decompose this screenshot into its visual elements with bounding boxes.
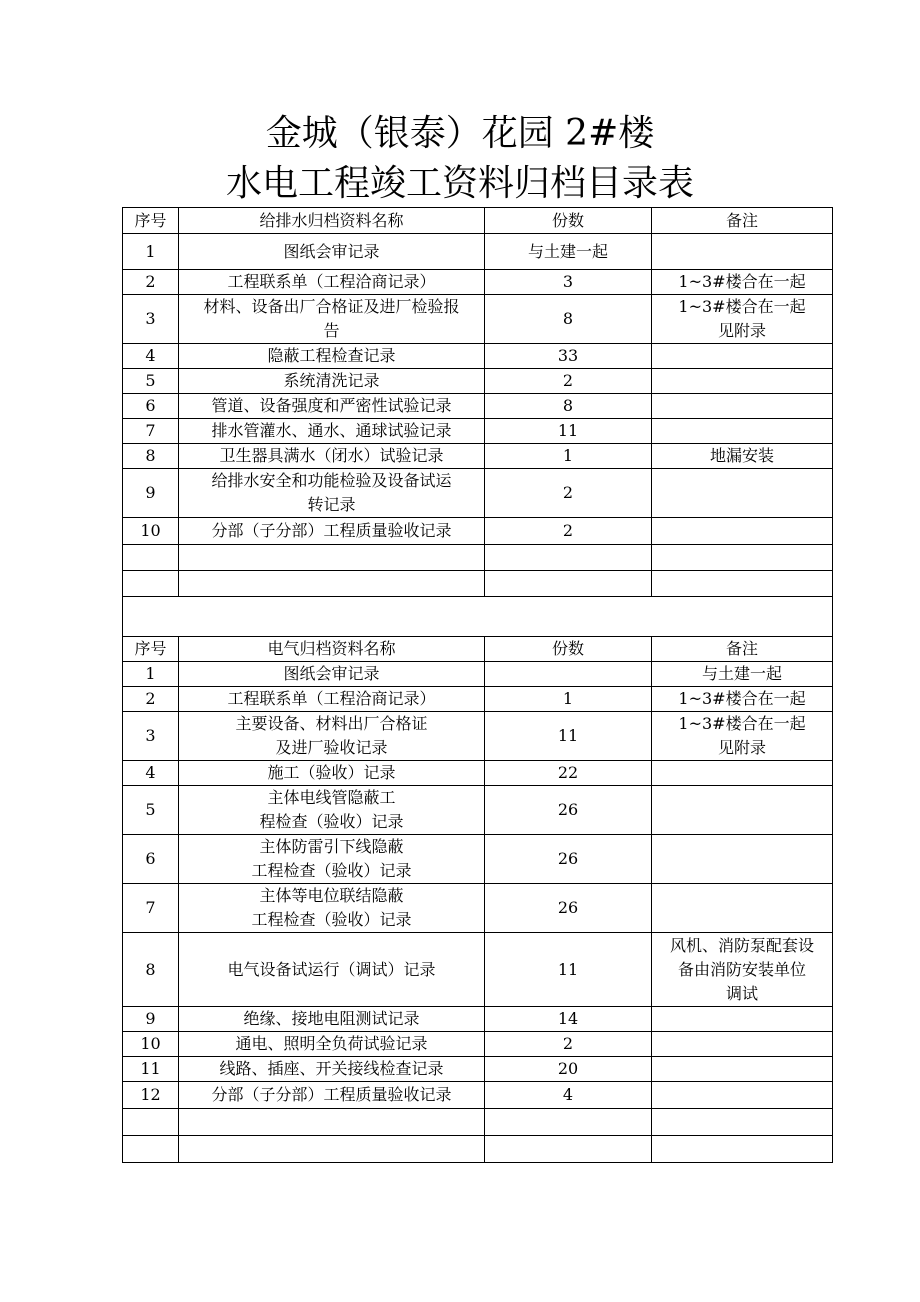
document-title: 金城（银泰）花园 2#楼: [265, 113, 655, 154]
item-note: [652, 344, 833, 369]
header-note: 备注: [652, 637, 833, 662]
item-copies: 26: [485, 786, 652, 835]
item-note: [652, 1057, 833, 1082]
item-name: [179, 469, 485, 518]
item-note-line: 见附录: [717, 738, 766, 757]
table-row: [123, 1057, 833, 1082]
item-note: [652, 518, 833, 545]
item-name: [179, 444, 485, 469]
item-name-line: 卫生器具满水（闭水）试验记录: [219, 446, 444, 465]
row-number: 5: [123, 786, 179, 835]
item-name: [179, 270, 485, 295]
row-number: 6: [123, 394, 179, 419]
item-name-line: 工程检查（验收）记录: [251, 910, 412, 929]
item-name: [179, 1057, 485, 1082]
separator-cell: [123, 597, 833, 637]
item-copies: 26: [485, 884, 652, 933]
row-number: 6: [123, 835, 179, 884]
empty-cell: [485, 571, 652, 597]
header-row: [123, 637, 833, 662]
row-number: 3: [123, 712, 179, 761]
item-copies: 11: [485, 933, 652, 1007]
item-name-line: 电气设备试运行（调试）记录: [227, 959, 436, 979]
item-name: [179, 687, 485, 712]
item-note: [652, 662, 833, 687]
row-number: 2: [123, 270, 179, 295]
item-name-line: 分部（子分部）工程质量验收记录: [211, 1085, 452, 1104]
item-name: [179, 369, 485, 394]
item-name-line: 排水管灌水、通水、通球试验记录: [211, 421, 452, 440]
item-name-line: 管道、设备强度和严密性试验记录: [211, 396, 452, 415]
row-number: 1: [123, 662, 179, 687]
item-copies: 11: [485, 712, 652, 761]
table-row: [123, 1007, 833, 1032]
empty-row: [123, 1109, 833, 1136]
table-row: [123, 270, 833, 295]
item-name-line: 材料、设备出厂合格证及进厂检验报: [203, 297, 460, 316]
table-row: [123, 687, 833, 712]
item-name-line: 通电、照明全负荷试验记录: [235, 1034, 428, 1053]
item-name-line: 工程联系单（工程洽商记录）: [227, 272, 436, 291]
table-row: [123, 884, 833, 933]
item-note-line: 1~3#楼合在一起: [678, 272, 806, 291]
empty-cell: [485, 1136, 652, 1163]
table-row: [123, 933, 833, 1007]
row-number: 7: [123, 884, 179, 933]
item-name: [179, 295, 485, 344]
item-note: [652, 1032, 833, 1057]
row-number: 8: [123, 444, 179, 469]
table-row: [123, 344, 833, 369]
header-copies: 份数: [485, 637, 652, 662]
row-number: 4: [123, 761, 179, 786]
item-name-line: 转记录: [307, 495, 356, 514]
item-name-line: 工程检查（验收）记录: [251, 861, 412, 880]
item-name-line: 程检查（验收）记录: [259, 812, 404, 831]
table-row: [123, 295, 833, 344]
item-name-line: 主体电线管隐蔽工: [267, 788, 396, 807]
item-copies: 2: [485, 369, 652, 394]
item-name-line: 主体等电位联结隐蔽: [259, 886, 404, 905]
item-copies: 26: [485, 835, 652, 884]
item-note: [652, 295, 833, 344]
header-name: 给排水归档资料名称: [179, 208, 485, 234]
empty-cell: [652, 1109, 833, 1136]
item-name: [179, 394, 485, 419]
header-note: 备注: [652, 208, 833, 234]
item-name: [179, 662, 485, 687]
table-row: [123, 786, 833, 835]
item-copies: 2: [485, 518, 652, 545]
row-number: 2: [123, 687, 179, 712]
empty-row: [123, 571, 833, 597]
item-note: [652, 369, 833, 394]
item-name-line: 告: [323, 321, 340, 340]
item-copies: 20: [485, 1057, 652, 1082]
empty-cell: [123, 571, 179, 597]
item-note-line: 见附录: [717, 321, 766, 340]
item-note: [652, 394, 833, 419]
item-name: [179, 1032, 485, 1057]
row-number: 1: [123, 234, 179, 270]
item-name-line: 系统清洗记录: [283, 371, 380, 390]
item-name-line: 主体防雷引下线隐蔽: [259, 837, 404, 856]
item-note: [652, 234, 833, 270]
item-note-line: 地漏安装: [709, 446, 774, 465]
empty-cell: [652, 1136, 833, 1163]
item-copies: 1: [485, 444, 652, 469]
item-note: [652, 933, 833, 1007]
empty-cell: [179, 571, 485, 597]
table-row: [123, 835, 833, 884]
header-no: 序号: [123, 208, 179, 234]
table-row: [123, 369, 833, 394]
item-note: [652, 687, 833, 712]
empty-cell: [123, 1109, 179, 1136]
item-note-line: 1~3#楼合在一起: [678, 689, 806, 708]
item-note-line: 与土建一起: [701, 664, 782, 683]
row-number: 10: [123, 1032, 179, 1057]
item-note-line: 备由消防安装单位: [677, 959, 806, 979]
row-number: 12: [123, 1082, 179, 1109]
item-copies: 11: [485, 419, 652, 444]
item-name: [179, 835, 485, 884]
item-name-line: 隐蔽工程检查记录: [267, 346, 396, 365]
item-note-line: 调试: [725, 983, 758, 1003]
empty-cell: [123, 545, 179, 571]
row-number: 9: [123, 469, 179, 518]
row-number: 4: [123, 344, 179, 369]
table-row: [123, 761, 833, 786]
empty-cell: [179, 1136, 485, 1163]
item-name-line: 图纸会审记录: [283, 664, 380, 683]
empty-cell: [179, 545, 485, 571]
item-note: [652, 835, 833, 884]
table-row: [123, 394, 833, 419]
document-subtitle: 水电工程竣工资料归档目录表: [225, 163, 694, 204]
item-note: [652, 469, 833, 518]
item-note-line: 1~3#楼合在一起: [678, 714, 806, 733]
header-name: 电气归档资料名称: [179, 637, 485, 662]
item-name-line: 主要设备、材料出厂合格证: [235, 714, 428, 733]
empty-cell: [485, 545, 652, 571]
row-number: 9: [123, 1007, 179, 1032]
table-row: [123, 469, 833, 518]
item-note: [652, 761, 833, 786]
item-copies: 8: [485, 295, 652, 344]
item-note: [652, 444, 833, 469]
item-name: [179, 884, 485, 933]
row-number: 5: [123, 369, 179, 394]
item-note: [652, 419, 833, 444]
item-name: [179, 1082, 485, 1109]
item-name-line: 绝缘、接地电阻测试记录: [243, 1009, 420, 1028]
item-name: [179, 344, 485, 369]
item-copies: 14: [485, 1007, 652, 1032]
item-copies: 与土建一起: [485, 234, 652, 270]
row-number: 10: [123, 518, 179, 545]
item-copies: 2: [485, 469, 652, 518]
empty-row: [123, 545, 833, 571]
table-row: [123, 1032, 833, 1057]
row-number: 7: [123, 419, 179, 444]
item-note: [652, 1082, 833, 1109]
item-name: [179, 234, 485, 270]
empty-cell: [652, 545, 833, 571]
item-copies: 1: [485, 687, 652, 712]
empty-cell: [652, 571, 833, 597]
empty-cell: [485, 1109, 652, 1136]
item-note: [652, 884, 833, 933]
empty-cell: [179, 1109, 485, 1136]
item-note: [652, 712, 833, 761]
table-row: [123, 1082, 833, 1109]
item-name: [179, 518, 485, 545]
table-row: [123, 234, 833, 270]
item-name-line: 工程联系单（工程洽商记录）: [227, 689, 436, 708]
row-number: 3: [123, 295, 179, 344]
item-name: [179, 1007, 485, 1032]
item-name-line: 给排水安全和功能检验及设备试运: [211, 471, 452, 490]
item-note: [652, 1007, 833, 1032]
item-name-line: 施工（验收）记录: [267, 763, 396, 782]
item-copies: 3: [485, 270, 652, 295]
table-row: [123, 518, 833, 545]
table-row: [123, 662, 833, 687]
item-name: [179, 786, 485, 835]
header-row: [123, 208, 833, 234]
item-copies: 8: [485, 394, 652, 419]
item-name: [179, 419, 485, 444]
item-copies: 2: [485, 1032, 652, 1057]
archive-index-table: [122, 207, 833, 1163]
item-copies: 22: [485, 761, 652, 786]
item-name-line: 分部（子分部）工程质量验收记录: [211, 521, 452, 540]
header-copies: 份数: [485, 208, 652, 234]
empty-cell: [123, 1136, 179, 1163]
item-name: [179, 712, 485, 761]
header-no: 序号: [123, 637, 179, 662]
item-copies: [485, 662, 652, 687]
item-name: [179, 761, 485, 786]
row-number: 11: [123, 1057, 179, 1082]
row-number: 8: [123, 933, 179, 1007]
item-name: [179, 933, 485, 1007]
item-note: [652, 270, 833, 295]
item-note: [652, 786, 833, 835]
table-row: [123, 419, 833, 444]
item-note-line: 1~3#楼合在一起: [678, 297, 806, 316]
empty-row: [123, 1136, 833, 1163]
table-row: [123, 712, 833, 761]
item-copies: 4: [485, 1082, 652, 1109]
item-name-line: 线路、插座、开关接线检查记录: [219, 1059, 444, 1078]
item-name-line: 及进厂验收记录: [275, 738, 388, 757]
item-note-line: 风机、消防泵配套设: [669, 935, 814, 955]
table-row: [123, 444, 833, 469]
section-separator: [123, 597, 833, 637]
item-copies: 33: [485, 344, 652, 369]
item-name-line: 图纸会审记录: [283, 241, 380, 261]
